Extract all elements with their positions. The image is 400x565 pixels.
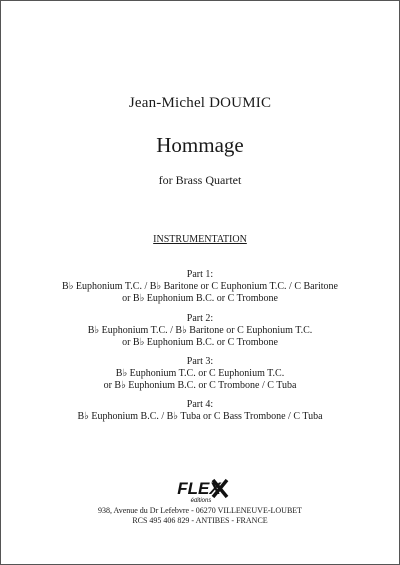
- part-2-block: [0, 313, 400, 349]
- part-line: or B♭ Euphonium B.C. or C Trombone: [122, 293, 278, 304]
- flex-editions-logo: [169, 477, 233, 504]
- part-line: or B♭ Euphonium B.C. or C Trombone / C Tuba: [103, 380, 297, 391]
- part-label: Part 2:: [186, 313, 214, 324]
- part-line: or B♭ Euphonium B.C. or C Trombone: [122, 337, 278, 348]
- part-line: B♭ Euphonium T.C. / B♭ Baritone or C Euphonium T.C.: [87, 325, 313, 336]
- piece-subtitle: for Brass Quartet: [158, 173, 242, 187]
- publisher-address: [0, 506, 400, 526]
- composer-name: Jean-Michel DOUMIC: [128, 95, 272, 111]
- piece-title: Hommage: [156, 133, 244, 157]
- logo-text: FLEX: [177, 479, 221, 498]
- part-line: B♭ Euphonium B.C. / B♭ Tuba or C Bass Trombone / C Tuba: [77, 411, 323, 422]
- part-4-block: [0, 399, 400, 423]
- part-label: Part 4:: [186, 399, 214, 410]
- logo-subtext: éditions: [190, 498, 212, 504]
- address-line: RCS 495 406 829 - ANTIBES - FRANCE: [132, 516, 268, 525]
- part-3-block: [0, 356, 400, 392]
- part-line: B♭ Euphonium T.C. / B♭ Baritone or C Euphonium T.C. / C Baritone: [62, 281, 338, 292]
- part-1-block: [0, 269, 400, 305]
- part-line: B♭ Euphonium T.C. or C Euphonium T.C.: [115, 368, 285, 379]
- instrumentation-heading: INSTRUMENTATION: [153, 234, 247, 245]
- part-label: Part 1:: [186, 269, 214, 280]
- part-label: Part 3:: [186, 356, 214, 367]
- address-line: 938, Avenue du Dr Lefebvre - 06270 VILLENEUVE-LOUBET: [97, 506, 303, 515]
